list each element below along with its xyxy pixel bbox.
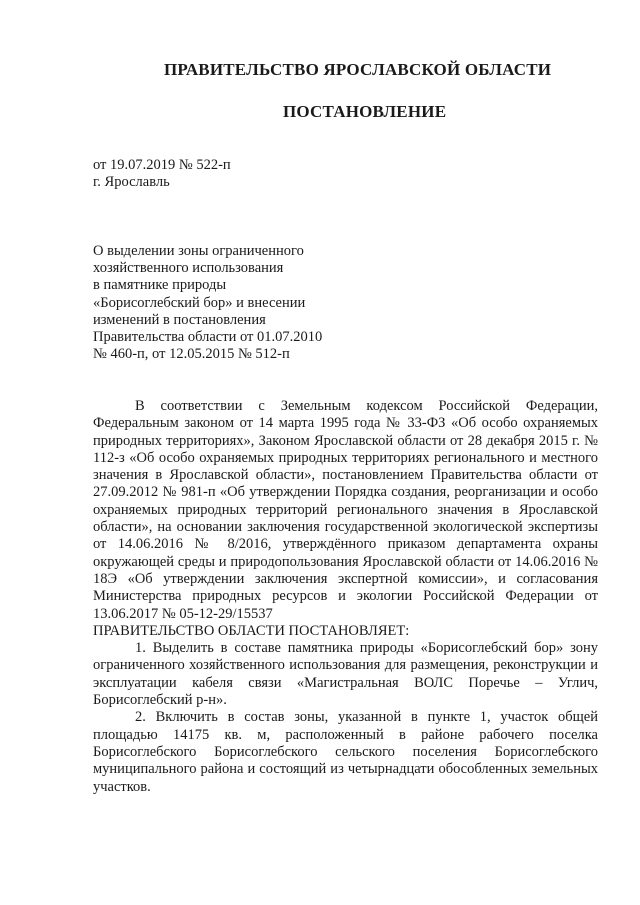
document-meta (93, 157, 231, 191)
date-number: от 19.07.2019 № 522-п (93, 157, 231, 173)
subject-line: в памятнике природы (93, 277, 227, 294)
government-title: ПРАВИТЕЛЬСТВО ЯРОСЛАВСКОЙ ОБЛАСТИ (164, 60, 552, 79)
document-type-title: ПОСТАНОВЛЕНИЕ (283, 102, 447, 121)
item-paragraph-2: 2. Включить в состав зоны, указанной в пункте 1, участок общей площадью 14175 кв. м, расположенный в районе рабочего поселка Борисоглебского Борисоглебского сельского поселения Борисоглебского муниципального района и состоящий из четырнадцати обособленных земельных участков. (93, 709, 598, 795)
subject-line: изменений в постановления (93, 311, 266, 328)
city: г. Ярославль (93, 174, 170, 190)
subject-line: Правительства области от 01.07.2010 (93, 329, 323, 346)
subject-line: хозяйственного использования (93, 260, 284, 277)
resolves-line: ПРАВИТЕЛЬСТВО ОБЛАСТИ ПОСТАНОВЛЯЕТ: (93, 622, 410, 639)
document-body (93, 398, 598, 796)
preamble-paragraph: В соответствии с Земельным кодексом Российской Федерации, Федеральным законом от 14 марта 1995 года № 33-ФЗ «Об особо охраняемых природных территориях», Законом Ярославской области от 28 декабря 2015 г. № 112-з «Об особо охраняемых природных территориях регионального и местного значения в Ярославской области», постановлением Правительства области от 27.09.2012 № 981-п «Об утверждении Порядка создания, реорганизации и особо охраняемых природных территорий регионального значения в Ярославской области», на основании заключения государственной экологической экспертизы от 14.06.2016 № 8/2016, утверждённого приказом департамента охраны окружающей среды и природопользования Ярославской области от 14.06.2016 № 18Э «Об утверждении заключения экспертной комиссии», и согласования Министерства природных ресурсов и экологии Российской Федерации от 13.06.2017 № 05-12-29/15537 (93, 398, 598, 622)
document-subject (93, 243, 322, 363)
item-paragraph-1: 1. Выделить в составе памятника природы «Борисоглебский бор» зону ограниченного хозяйственного использования для размещения, реконструкции и эксплуатации кабеля связи «Магистральная ВОЛС Поречье – Углич, Борисоглебский р-н». (93, 640, 598, 709)
subject-line: № 460-п, от 12.05.2015 № 512-п (93, 346, 290, 363)
subject-line: «Борисоглебский бор» и внесении (93, 294, 306, 311)
subject-line: О выделении зоны ограниченного (93, 243, 304, 259)
